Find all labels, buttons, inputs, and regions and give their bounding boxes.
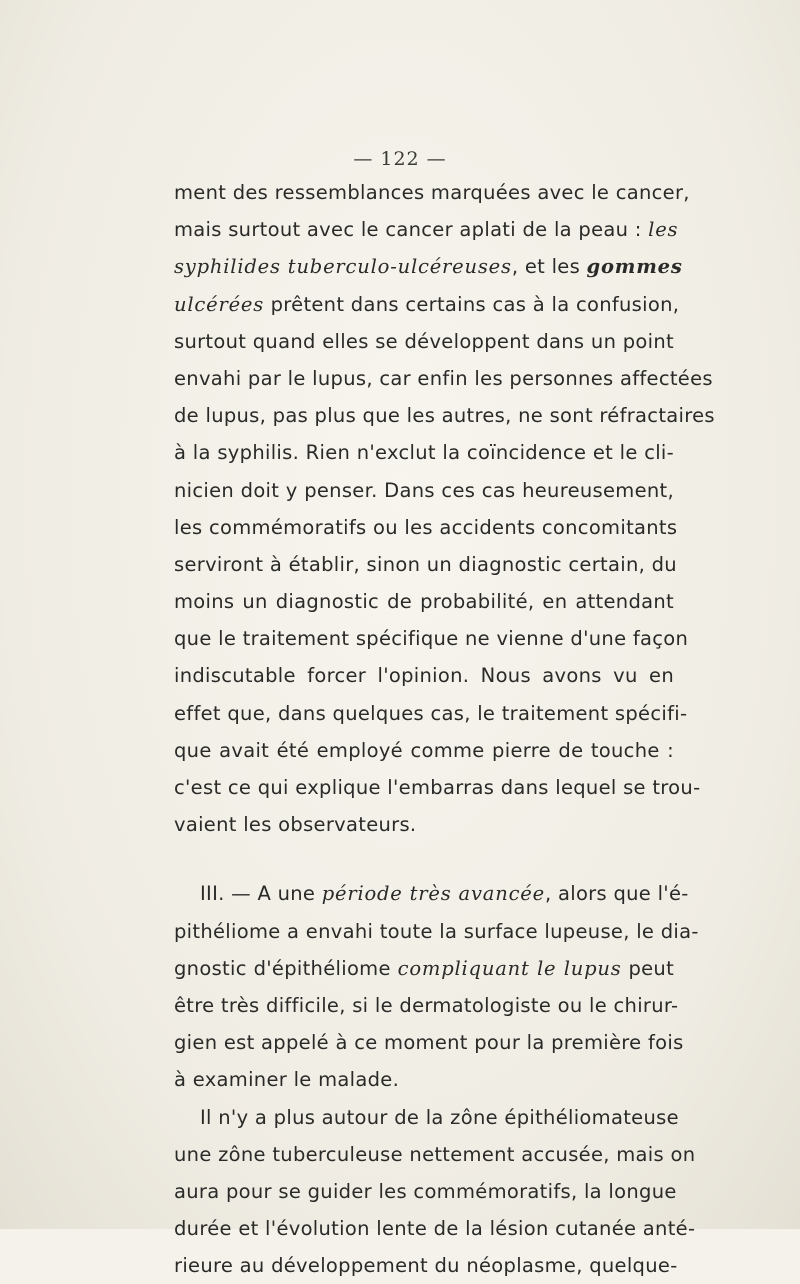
text-line: nicien doit y penser. Dans ces cas heureusement,	[174, 472, 674, 509]
text-line: les commémoratifs ou les accidents concomitants	[174, 509, 674, 546]
text-line: gien est appelé à ce moment pour la première fois	[174, 1024, 674, 1061]
text-line: envahi par le lupus, car enfin les personnes affectées	[174, 360, 674, 397]
body-text	[174, 174, 674, 1284]
text-line: de lupus, pas plus que les autres, ne sont réfractaires	[174, 397, 674, 434]
paragraph-1	[174, 174, 674, 843]
italic-term: compliquant le lupus	[398, 957, 622, 980]
paragraph-gap	[174, 843, 674, 875]
text-line: surtout quand elles se développent dans un point	[174, 323, 674, 360]
text-run: peut	[628, 957, 674, 980]
italic-term: période très avancée	[322, 882, 545, 905]
text-line	[174, 286, 674, 323]
text-line	[174, 875, 674, 912]
italic-bold-term: gommes	[587, 255, 683, 278]
text-run: , alors que l'é-	[545, 882, 689, 905]
text-line: vaient les observateurs.	[174, 806, 674, 843]
page-number: — 122 —	[0, 148, 800, 170]
text-line: effet que, dans quelques cas, le traitement spécifi-	[174, 695, 674, 732]
text-run: , et les	[512, 255, 580, 278]
italic-term: ulcérées	[174, 293, 264, 316]
text-run: III. — A une	[200, 882, 315, 905]
italic-term: les	[648, 218, 678, 241]
text-line: aura pour se guider les commémoratifs, la longue	[174, 1173, 674, 1210]
text-line: c'est ce qui explique l'embarras dans lequel se trou-	[174, 769, 674, 806]
text-line: durée et l'évolution lente de la lésion cutanée anté-	[174, 1210, 674, 1247]
text-line: Il n'y a plus autour de la zône épithéliomateuse	[174, 1099, 674, 1136]
text-line: que le traitement spécifique ne vienne d'une façon	[174, 620, 674, 657]
text-line: à la syphilis. Rien n'exclut la coïncidence et le cli-	[174, 434, 674, 471]
text-line: une zône tuberculeuse nettement accusée, mais on	[174, 1136, 674, 1173]
text-line: que avait été employé comme pierre de touche :	[174, 732, 674, 769]
text-line: à examiner le malade.	[174, 1061, 674, 1098]
text-line: indiscutable forcer l'opinion. Nous avons vu en	[174, 657, 674, 694]
italic-term: syphilides tuberculo-ulcéreuses	[174, 255, 512, 278]
text-line	[174, 211, 674, 248]
text-line	[174, 248, 674, 285]
text-line: moins un diagnostic de probabilité, en attendant	[174, 583, 674, 620]
text-line: ment des ressemblances marquées avec le cancer,	[174, 174, 674, 211]
text-line	[174, 950, 674, 987]
paragraph-3	[174, 1099, 674, 1284]
text-run: prêtent dans certains cas à la confusion,	[271, 293, 680, 316]
text-line: rieure au développement du néoplasme, quelque-	[174, 1247, 674, 1284]
text-run: gnostic d'épithéliome	[174, 957, 391, 980]
text-run: mais surtout avec le cancer aplati de la peau :	[174, 218, 642, 241]
text-line: serviront à établir, sinon un diagnostic certain, du	[174, 546, 674, 583]
text-line: être très difficile, si le dermatologiste ou le chirur-	[174, 987, 674, 1024]
text-line: pithéliome a envahi toute la surface lupeuse, le dia-	[174, 913, 674, 950]
paragraph-2	[174, 875, 674, 1098]
